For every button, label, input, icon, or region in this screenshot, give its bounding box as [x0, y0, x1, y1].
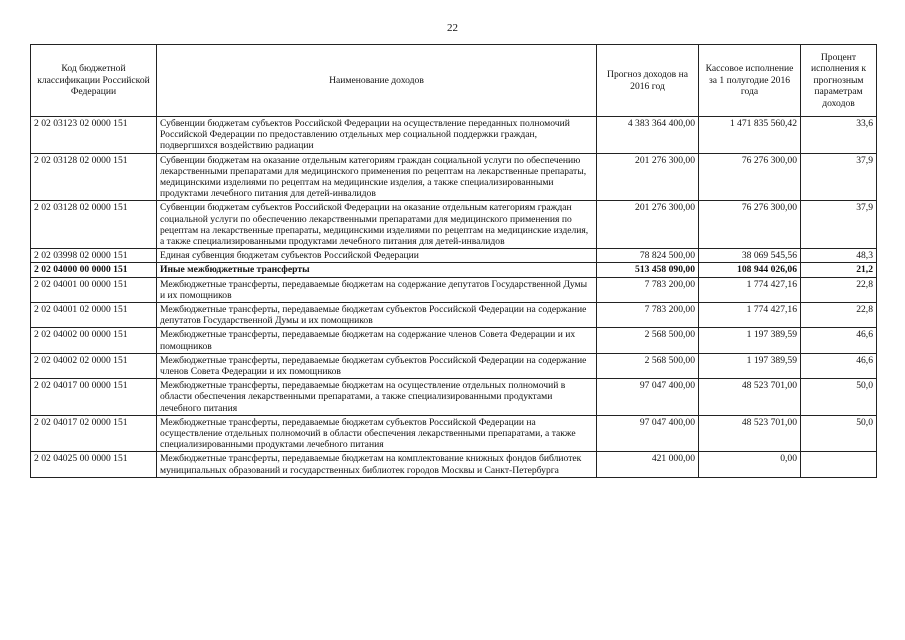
- row-actual: 38 069 545,56: [699, 249, 801, 263]
- row-percent: 50,0: [801, 379, 877, 416]
- page-number: 22: [447, 22, 458, 34]
- row-forecast: 78 824 500,00: [597, 249, 699, 263]
- row-name: Межбюджетные трансферты, передаваемые бюджетам на содержание депутатов Государственной Думы и их помощников: [157, 277, 597, 302]
- table-header-row: [31, 45, 877, 117]
- revenue-table: [30, 44, 877, 478]
- row-name: Межбюджетные трансферты, передаваемые бюджетам субъектов Российской Федерации на содержание членов Совета Федерации и их помощников: [157, 353, 597, 378]
- row-forecast: 7 783 200,00: [597, 277, 699, 302]
- row-actual: 108 944 026,06: [699, 263, 801, 277]
- table-row: [31, 153, 877, 201]
- table-body: [31, 117, 877, 478]
- header-percent: Процент исполнения к прогнозным параметрам доходов: [801, 45, 877, 117]
- table-row: [31, 379, 877, 416]
- row-code: 2 02 04017 00 0000 151: [31, 379, 157, 416]
- row-code: 2 02 03128 02 0000 151: [31, 201, 157, 249]
- row-percent: 22,8: [801, 303, 877, 328]
- row-name: Субвенции бюджетам на оказание отдельным категориям граждан социальной услуги по обеспечению лекарственными препаратами для медицинского применения по рецептам на лекарственные препараты, медицинскими изделиями по рецептам на медицинские изделия, а также специализированными продуктами лечебного питания для детей-инвалидов: [157, 153, 597, 201]
- row-forecast: 421 000,00: [597, 452, 699, 477]
- row-percent: 50,0: [801, 415, 877, 452]
- row-forecast: 2 568 500,00: [597, 328, 699, 353]
- row-forecast: 513 458 090,00: [597, 263, 699, 277]
- row-percent: [801, 452, 877, 477]
- row-code: 2 02 03998 02 0000 151: [31, 249, 157, 263]
- row-actual: 76 276 300,00: [699, 153, 801, 201]
- row-name: Межбюджетные трансферты, передаваемые бюджетам на комплектование книжных фондов библиотек муниципальных образований и государственных библиотек городов Москвы и Санкт-Петербурга: [157, 452, 597, 477]
- row-code: 2 02 04002 00 0000 151: [31, 328, 157, 353]
- table-row: [31, 201, 877, 249]
- row-code: 2 02 04000 00 0000 151: [31, 263, 157, 277]
- row-percent: 37,9: [801, 153, 877, 201]
- table-row: [31, 117, 877, 154]
- row-percent: 21,2: [801, 263, 877, 277]
- table-row: [31, 415, 877, 452]
- row-percent: 22,8: [801, 277, 877, 302]
- row-name: Межбюджетные трансферты, передаваемые бюджетам на содержание членов Совета Федерации и их помощников: [157, 328, 597, 353]
- row-code: 2 02 04002 02 0000 151: [31, 353, 157, 378]
- row-forecast: 2 568 500,00: [597, 353, 699, 378]
- row-forecast: 4 383 364 400,00: [597, 117, 699, 154]
- table-row: [31, 249, 877, 263]
- table-row: [31, 452, 877, 477]
- row-forecast: 201 276 300,00: [597, 153, 699, 201]
- table-row: [31, 263, 877, 277]
- header-name: Наименование доходов: [157, 45, 597, 117]
- row-actual: 1 197 389,59: [699, 328, 801, 353]
- row-actual: 1 774 427,16: [699, 303, 801, 328]
- row-name: Межбюджетные трансферты, передаваемые бюджетам субъектов Российской Федерации на содержание депутатов Государственной Думы и их помощников: [157, 303, 597, 328]
- row-percent: 46,6: [801, 353, 877, 378]
- row-actual: 48 523 701,00: [699, 379, 801, 416]
- row-forecast: 201 276 300,00: [597, 201, 699, 249]
- row-name: Единая субвенция бюджетам субъектов Российской Федерации: [157, 249, 597, 263]
- row-code: 2 02 03128 02 0000 151: [31, 153, 157, 201]
- table-row: [31, 353, 877, 378]
- row-name: Субвенции бюджетам субъектов Российской Федерации на осуществление переданных полномочий Российской Федерации по предоставлению отдельных мер социальной поддержки граждан, подвергшихся воздействию радиации: [157, 117, 597, 154]
- row-forecast: 97 047 400,00: [597, 415, 699, 452]
- row-name: Субвенции бюджетам субъектов Российской Федерации на оказание отдельным категориям граждан социальной услуги по обеспечению лекарственными препаратами для медицинского применения по рецептам на лекарственные препараты, медицинскими изделиями по рецептам на медицинские изделия, а также специализированными продуктами лечебного питания для детей-инвалидов: [157, 201, 597, 249]
- row-percent: 33,6: [801, 117, 877, 154]
- row-code: 2 02 03123 02 0000 151: [31, 117, 157, 154]
- row-name: Межбюджетные трансферты, передаваемые бюджетам на осуществление отдельных полномочий в области обеспечения лекарственными препаратами, а также специализированными продуктами лечебного питания: [157, 379, 597, 416]
- row-code: 2 02 04001 00 0000 151: [31, 277, 157, 302]
- row-code: 2 02 04025 00 0000 151: [31, 452, 157, 477]
- table-row: [31, 277, 877, 302]
- header-code: Код бюджетной классификации Российской Федерации: [31, 45, 157, 117]
- row-code: 2 02 04001 02 0000 151: [31, 303, 157, 328]
- row-actual: 1 471 835 560,42: [699, 117, 801, 154]
- table-row: [31, 328, 877, 353]
- row-actual: 48 523 701,00: [699, 415, 801, 452]
- header-actual: Кассовое исполнение за 1 полугодие 2016 года: [699, 45, 801, 117]
- row-code: 2 02 04017 02 0000 151: [31, 415, 157, 452]
- table-row: [31, 303, 877, 328]
- row-forecast: 7 783 200,00: [597, 303, 699, 328]
- row-percent: 48,3: [801, 249, 877, 263]
- row-name: Межбюджетные трансферты, передаваемые бюджетам субъектов Российской Федерации на осуществление отдельных полномочий в области обеспечения лекарственными препаратами, а также специализированными продуктами лечебного питания: [157, 415, 597, 452]
- row-actual: 1 774 427,16: [699, 277, 801, 302]
- row-actual: 1 197 389,59: [699, 353, 801, 378]
- row-actual: 0,00: [699, 452, 801, 477]
- row-forecast: 97 047 400,00: [597, 379, 699, 416]
- row-actual: 76 276 300,00: [699, 201, 801, 249]
- row-percent: 37,9: [801, 201, 877, 249]
- row-percent: 46,6: [801, 328, 877, 353]
- row-name: Иные межбюджетные трансферты: [157, 263, 597, 277]
- header-forecast: Прогноз доходов на 2016 год: [597, 45, 699, 117]
